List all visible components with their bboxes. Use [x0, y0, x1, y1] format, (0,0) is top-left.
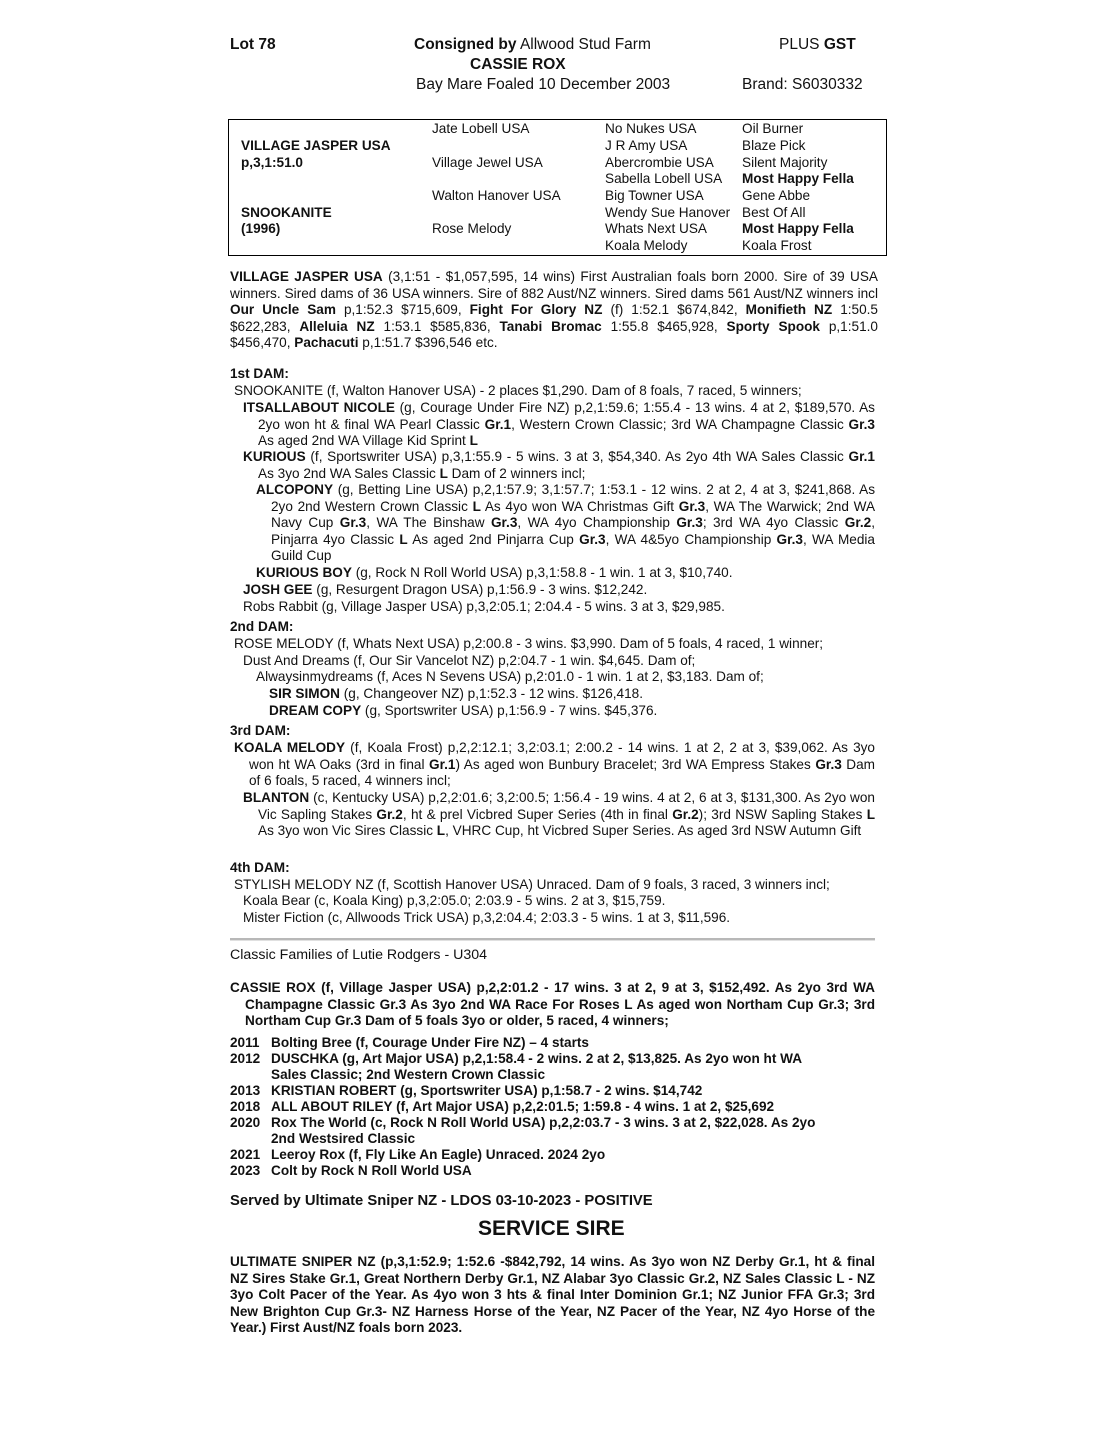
race-grade: Gr.2	[844, 515, 872, 531]
consigned-label: Consigned by	[414, 36, 517, 53]
progeny-year: 2011	[230, 1035, 260, 1050]
progeny-text: (c, Kentucky USA) p,2,2:01.6; 3,2:00.5; 1:56.4 - 19 wins. 4 at 2, 6 at 3, $131,300. As 2yo won Vic Sapling Stakes	[258, 790, 875, 822]
progeny-text: , ht & prel Vicbred Super Series (4th in final	[402, 806, 673, 822]
pedigree-g2-1: Jate Lobell USA	[432, 121, 530, 136]
progeny-text: Dam of 6 foals, 5 raced, 4 winners incl;	[249, 756, 876, 789]
progeny-text: (g, Resurgent Dragon USA) p,1:56.9 - 3 wins. $12,242.	[312, 582, 648, 597]
pedigree-g3-3: Abercrombie USA	[605, 155, 714, 170]
dam2-heading: 2nd DAM:	[230, 619, 294, 634]
progeny-text: Leeroy Rox (f, Fly Like An Eagle) Unraced. 2024 2yo	[271, 1147, 606, 1162]
pedigree-g4-2: Blaze Pick	[742, 138, 806, 153]
sire-text: 1:53.1 $585,836,	[374, 318, 500, 334]
race-grade: Gr.1	[429, 756, 456, 772]
service-sire-paragraph	[230, 1254, 875, 1337]
progeny-item	[230, 1035, 589, 1052]
progeny-item-continued: 2nd Westsired Classic	[271, 1131, 416, 1146]
race-grade: Gr.3	[676, 515, 703, 531]
progeny-name: ITSALLABOUT NICOLE	[243, 400, 395, 415]
progeny-item	[230, 1051, 802, 1068]
dam2-intro: ROSE MELODY (f, Whats Next USA) p,2:00.8 - 3 wins. $3,990. Dam of 5 foals, 4 raced, 1 winner;	[234, 636, 824, 651]
sire-text: (f) 1:52.1 $674,842,	[602, 302, 746, 318]
dam4-mister-fiction: Mister Fiction (c, Allwoods Trick USA) p,3,2:04.4; 2:03.3 - 5 wins. 1 at 3, $11,596.	[243, 910, 731, 925]
race-grade: Gr.2	[376, 806, 403, 822]
race-grade: Gr.3	[848, 416, 875, 432]
progeny-name: BLANTON	[243, 790, 310, 805]
progeny-text: KRISTIAN ROBERT (g, Sportswriter USA) p,1:58.7 - 2 wins. $14,742	[271, 1083, 703, 1098]
progeny-text: (g, Sportswriter USA) p,1:56.9 - 7 wins. $45,376.	[361, 703, 658, 718]
cassie-rox-record: CASSIE ROX (f, Village Jasper USA) p,2,2:01.2 - 17 wins. 3 at 2, 9 at 3, $152,492. As 2yo 3rd WA Champagne Classic Gr.3 As 3yo 2nd WA Race For Roses L As aged won Northam Cup Gr.3; 3rd Northam Cup Gr.3 Dam of 5 foals 3yo or older, 5 raced, 4 winners;	[230, 980, 875, 1029]
dam1-itsallabout-nicole	[243, 400, 875, 450]
progeny-text: As aged 2nd Pinjarra Cup	[407, 531, 580, 547]
progeny-text: As 3yo 2nd WA Sales Classic	[258, 465, 440, 481]
served-by: Served by Ultimate Sniper NZ - LDOS 03-10-2023 - POSITIVE	[230, 1193, 653, 1209]
pedigree-g3-6: Wendy Sue Hanover	[605, 205, 731, 220]
pedigree-g3-7: Whats Next USA	[605, 221, 707, 236]
foaled-info: Bay Mare Foaled 10 December 2003	[416, 76, 671, 93]
progeny-name: ALCOPONY	[256, 482, 334, 497]
sire-name: VILLAGE JASPER USA	[230, 269, 383, 284]
progeny-text: (f, Sportswriter USA) p,3,1:55.9 - 5 wins. 3 at 3, $54,340. As 2yo 4th WA Sales Classic	[305, 449, 849, 464]
consignor-name: Allwood Stud Farm	[519, 36, 651, 53]
pedigree-g4-5: Gene Abbe	[742, 188, 811, 203]
progeny-text: Colt by Rock N Roll World USA	[271, 1163, 472, 1178]
service-sire-title: SERVICE SIRE	[478, 1217, 625, 1240]
progeny-text: ; 3rd WA 4yo Classic	[702, 515, 845, 531]
sire-winner: Our Uncle Sam	[230, 302, 336, 318]
progeny-text: (g, Courage Under Fire NZ) p,2,1:59.6; 1:55.4 - 13 wins. 4 at 2, $189,570. As 2yo won ht & final WA Pearl Classic	[258, 400, 875, 432]
pedigree-sire-record: p,3,1:51.0	[241, 155, 303, 170]
progeny-text: (g, Rock N Roll World USA) p,3,1:58.8 - 1 win. 1 at 3, $10,740.	[351, 565, 733, 580]
sire-text: 1:55.8 $465,928,	[601, 318, 727, 334]
pedigree-g3-5: Big Towner USA	[605, 188, 704, 203]
progeny-item-continued: Sales Classic; 2nd Western Crown Classic	[271, 1067, 545, 1082]
sire-text: p,1:52.3 $715,609,	[335, 302, 470, 318]
progeny-text: , WA 4&5yo Championship	[605, 531, 777, 547]
race-grade: Gr.2	[672, 806, 699, 822]
progeny-item	[230, 1163, 472, 1180]
pedigree-g4-3: Silent Majority	[742, 155, 828, 170]
pedigree-g3-2: J R Amy USA	[605, 138, 688, 153]
progeny-year: 2021	[230, 1147, 261, 1162]
progeny-year: 2020	[230, 1115, 261, 1130]
pedigree-g4-7: Most Happy Fella	[742, 221, 854, 236]
dam3-koala-melody	[234, 740, 876, 790]
progeny-name: KOALA MELODY	[234, 740, 346, 755]
pedigree-sire: VILLAGE JASPER USA	[241, 138, 391, 153]
pedigree-g4-6: Best Of All	[742, 205, 806, 220]
progeny-year: 2012	[230, 1051, 261, 1066]
brand-number: Brand: S6030332	[742, 76, 863, 93]
progeny-item	[230, 1099, 774, 1116]
progeny-item	[230, 1115, 815, 1132]
progeny-text: (g, Changeover NZ) p,1:52.3 - 12 wins. $126,418.	[340, 686, 644, 701]
progeny-text: , WA Media Guild Cup	[271, 531, 875, 564]
section-divider	[230, 938, 875, 941]
progeny-text: As 3yo won Vic Sires Classic	[258, 823, 437, 839]
progeny-text: Dam of 2 winners incl;	[447, 465, 586, 481]
sire-paragraph	[230, 269, 878, 352]
pedigree-g4-8: Koala Frost	[742, 238, 812, 253]
progeny-text: ) As aged won Bunbury Bracelet; 3rd WA Empress Stakes	[455, 756, 816, 772]
dam3-blanton	[243, 790, 876, 840]
dam4-koala-bear: Koala Bear (c, Koala King) p,3,2:05.0; 2:03.9 - 5 wins. 2 at 3, $15,759.	[243, 893, 666, 908]
race-grade: Gr.1	[848, 449, 875, 464]
pedigree-g3-8: Koala Melody	[605, 238, 688, 253]
sire-winner: Sporty Spook	[726, 318, 820, 334]
progeny-text: As 4yo won WA Christmas Gift	[480, 498, 679, 514]
pedigree-table	[228, 119, 887, 256]
progeny-year: 2018	[230, 1099, 261, 1114]
progeny-text: (g, Betting Line USA) p,2,1:57.9; 3,1:57.7; 1:53.1 - 12 wins. 2 at 2, 4 at 3, $241,868. As 2yo 2nd Western Crown Classic	[271, 482, 875, 514]
consigned-by	[414, 35, 651, 54]
progeny-item	[230, 1147, 605, 1164]
pedigree-dam-year: (1996)	[241, 221, 281, 236]
sire-text: (3,1:51 - $1,057,595, 14 wins) First Australian foals born 2000. Sire of 39 USA winners. Sired dams of 36 USA winners. Sire of 882 Aust/NZ winners. Sired dams 561 Aust/NZ winners incl	[230, 269, 878, 301]
race-grade: L	[436, 823, 446, 839]
lot-number: Lot 78	[230, 36, 276, 53]
sire-text: p,1:51.7 $396,546 etc.	[358, 335, 498, 351]
plus-gst	[779, 35, 856, 54]
dam1-alcopony	[256, 482, 876, 565]
dam2-alwaysinmydreams: Alwaysinmydreams (f, Aces N Sevens USA) p,2:01.0 - 1 win. 1 at 2, $3,183. Dam of;	[256, 669, 764, 684]
dam1-heading: 1st DAM:	[230, 366, 289, 381]
progeny-text: , WA The Binshaw	[366, 515, 491, 531]
progeny-text: (f, Koala Frost) p,2,2:12.1; 3,2:03.1; 2:00.2 - 14 wins. 1 at 2, 2 at 3, $39,062. As 3yo won ht WA Oaks (3rd in final	[249, 740, 875, 772]
dam3-heading: 3rd DAM:	[230, 723, 291, 738]
sire-winner: Fight For Glory NZ	[469, 302, 603, 318]
dam4-intro: STYLISH MELODY NZ (f, Scottish Hanover USA) Unraced. Dam of 9 foals, 3 raced, 3 winners incl;	[234, 877, 830, 892]
race-grade: Gr.3	[678, 498, 706, 514]
plus-label: PLUS	[779, 36, 820, 53]
dam2-sir-simon	[269, 686, 643, 703]
pedigree-dam: SNOOKANITE	[241, 205, 332, 220]
dam1-robs-rabbit: Robs Rabbit (g, Village Jasper USA) p,3,2:05.1; 2:04.4 - 5 wins. 3 at 3, $29,985.	[243, 599, 725, 614]
pedigree-g3-4: Sabella Lobell USA	[605, 171, 723, 186]
progeny-year: 2023	[230, 1163, 261, 1178]
horse-name: CASSIE ROX	[470, 56, 566, 73]
race-grade: Gr.1	[484, 416, 512, 432]
progeny-item	[230, 1083, 702, 1100]
progeny-text: , Western Crown Classic; 3rd WA Champagne Classic	[511, 416, 849, 432]
progeny-text: Bolting Bree (f, Courage Under Fire NZ) – 4 starts	[271, 1035, 589, 1050]
pedigree-g2-2: Village Jewel USA	[432, 155, 543, 170]
service-sire-text: ULTIMATE SNIPER NZ (p,3,1:52.9; 1:52.6 -$842,792, 14 wins. As 3yo won NZ Derby Gr.1, ht & final NZ Sires Stake Gr.1, Great Northern Derby Gr.1, NZ Alabar 3yo Classic Gr.2, NZ Sales Classic L - NZ 3yo Colt Pacer of the Year. As 4yo won 3 hts & final Inter Dominion Gr.1; NZ Junior FFA Gr.3; 3rd New Brighton Cup Gr.3- NZ Harness Horse of the Year, NZ Pacer of the Year, NZ 4yo Horse of the Year.) First Aust/NZ foals born 2023.	[230, 1254, 875, 1336]
progeny-name: KURIOUS	[243, 449, 306, 464]
progeny-text: , WA 4yo Championship	[517, 515, 677, 531]
progeny-text: As aged 2nd WA Village Kid Sprint	[258, 433, 470, 449]
progeny-text: , Pinjarra 4yo Classic	[271, 515, 875, 547]
pedigree-g2-3: Walton Hanover USA	[432, 188, 561, 203]
gst-label: GST	[823, 36, 856, 53]
sire-text: p,1:51.0 $456,470,	[230, 318, 878, 351]
dam1-intro: SNOOKANITE (f, Walton Hanover USA) - 2 places $1,290. Dam of 8 foals, 7 raced, 5 winners;	[234, 383, 802, 398]
dam2-dust-and-dreams: Dust And Dreams (f, Our Sir Vancelot NZ) p,2:04.7 - 1 win. $4,645. Dam of;	[243, 653, 696, 668]
sire-winner: Tanabi Bromac	[499, 318, 602, 334]
progeny-name: JOSH GEE	[243, 582, 313, 597]
progeny-text: , WA The Warwick; 2nd WA Navy Cup	[271, 498, 876, 531]
progeny-name: KURIOUS BOY	[256, 565, 352, 580]
pedigree-g4-1: Oil Burner	[742, 121, 804, 136]
race-grade: Gr.3	[490, 515, 518, 531]
dam4-heading: 4th DAM:	[230, 860, 290, 875]
family-line: Classic Families of Lutie Rodgers - U304	[230, 947, 488, 963]
sire-winner: Alleluia NZ	[299, 318, 375, 334]
sire-text: 1:50.5 $622,283,	[230, 302, 878, 334]
race-grade: Gr.3	[815, 756, 842, 772]
race-grade: Gr.3	[776, 531, 803, 547]
race-grade: Gr.3	[339, 515, 367, 531]
pedigree-g3-1: No Nukes USA	[605, 121, 697, 136]
dam1-kurious	[243, 449, 875, 482]
pedigree-g4-4: Most Happy Fella	[742, 171, 854, 186]
pedigree-g2-4: Rose Melody	[432, 221, 512, 236]
progeny-name: SIR SIMON	[269, 686, 340, 701]
race-grade: L	[469, 433, 478, 449]
dam2-dream-copy	[269, 703, 657, 720]
sire-winner: Pachacuti	[294, 335, 359, 351]
race-grade: L	[472, 498, 481, 514]
sire-winner: Monifieth NZ	[745, 302, 833, 318]
dam1-kurious-boy	[256, 565, 732, 582]
progeny-text: Rox The World (c, Rock N Roll World USA) p,2,2:03.7 - 3 wins. 3 at 2, $22,028. As 2yo	[271, 1115, 816, 1130]
race-grade: L	[399, 531, 408, 547]
progeny-name: DREAM COPY	[269, 703, 362, 718]
progeny-year: 2013	[230, 1083, 261, 1098]
progeny-text: , VHRC Cup, ht Vicbred Super Series. As aged 3rd NSW Autumn Gift	[445, 823, 862, 839]
progeny-text: ALL ABOUT RILEY (f, Art Major USA) p,2,2:01.5; 1:59.8 - 4 wins. 1 at 2, $25,692	[271, 1099, 775, 1114]
progeny-text: ); 3rd NSW Sapling Stakes	[698, 806, 867, 822]
race-grade: L	[866, 806, 876, 822]
race-grade: Gr.3	[579, 531, 606, 547]
progeny-text: DUSCHKA (g, Art Major USA) p,2,1:58.4 - 2 wins. 2 at 2, $13,825. As 2yo won ht WA	[271, 1051, 803, 1066]
race-grade: L	[439, 465, 448, 481]
dam1-josh-gee	[243, 582, 647, 599]
